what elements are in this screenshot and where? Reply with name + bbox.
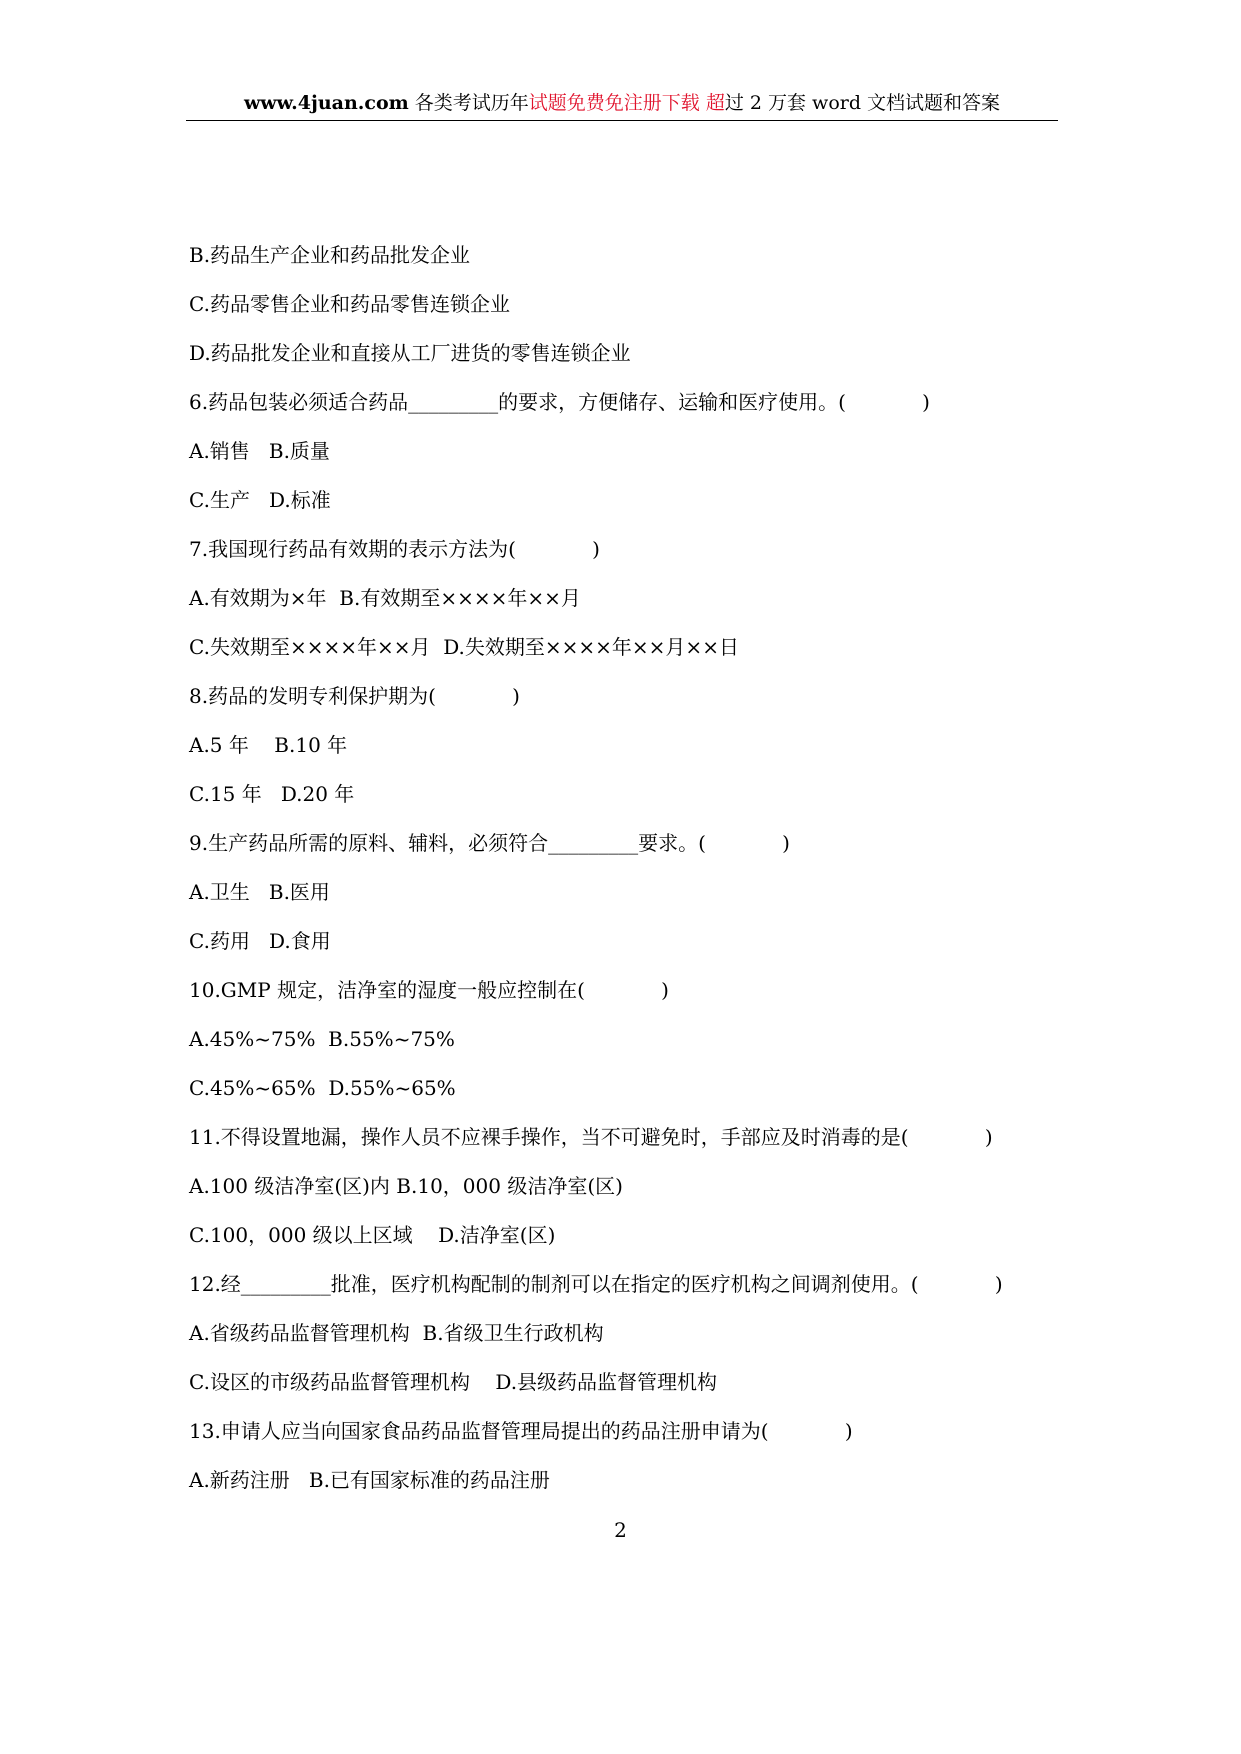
document-body bbox=[189, 240, 1089, 1514]
question-line: 7.我国现行药品有效期的表示方法为( ) bbox=[189, 537, 600, 561]
option-line: D.药品批发企业和直接从工厂进货的零售连锁企业 bbox=[189, 341, 631, 365]
option-line: C.生产 D.标准 bbox=[189, 488, 331, 512]
page-number: 2 bbox=[614, 1518, 627, 1542]
header-site-url[interactable]: www.4juan.com bbox=[243, 92, 409, 114]
option-line: A.省级药品监督管理机构 B.省级卫生行政机构 bbox=[189, 1321, 604, 1345]
question-line: 11.不得设置地漏，操作人员不应裸手操作，当不可避免时，手部应及时消毒的是( ) bbox=[189, 1125, 993, 1149]
option-line: C.100，000 级以上区域 D.洁净室(区) bbox=[189, 1223, 556, 1247]
option-line: A.5 年 B.10 年 bbox=[189, 733, 348, 757]
question-line: 6.药品包装必须适合药品_________的要求，方便储存、运输和医疗使用。( ) bbox=[189, 390, 930, 414]
page-header bbox=[186, 88, 1058, 121]
option-line: A.有效期为×年 B.有效期至××××年××月 bbox=[189, 586, 581, 610]
question-line: 8.药品的发明专利保护期为( ) bbox=[189, 684, 520, 708]
option-line: C.设区的市级药品监督管理机构 D.县级药品监督管理机构 bbox=[189, 1370, 718, 1394]
option-line: A.45%~75% B.55%~75% bbox=[189, 1027, 455, 1051]
option-line: C.药品零售企业和药品零售连锁企业 bbox=[189, 292, 510, 316]
option-line: C.失效期至××××年××月 D.失效期至××××年××月××日 bbox=[189, 635, 739, 659]
question-line: 10.GMP 规定，洁净室的湿度一般应控制在( ) bbox=[189, 978, 669, 1002]
option-line: C.15 年 D.20 年 bbox=[189, 782, 355, 806]
option-line: C.药用 D.食用 bbox=[189, 929, 331, 953]
question-line: 12.经_________批准，医疗机构配制的制剂可以在指定的医疗机构之间调剂使用。( ) bbox=[189, 1272, 1003, 1296]
header-highlight-1: 试题免费免注册下载 bbox=[528, 92, 700, 114]
option-line: A.新药注册 B.已有国家标准的药品注册 bbox=[189, 1468, 550, 1492]
header-text-2: 过 2 万套 word 文档试题和答案 bbox=[724, 92, 1001, 114]
question-line: 9.生产药品所需的原料、辅料，必须符合_________要求。( ) bbox=[189, 831, 790, 855]
option-line: B.药品生产企业和药品批发企业 bbox=[189, 243, 471, 267]
option-line: A.卫生 B.医用 bbox=[189, 880, 330, 904]
option-line: A.100 级洁净室(区)内 B.10，000 级洁净室(区) bbox=[189, 1174, 623, 1198]
question-line: 13.申请人应当向国家食品药品监督管理局提出的药品注册申请为( ) bbox=[189, 1419, 853, 1443]
header-highlight-2: 超 bbox=[705, 92, 725, 114]
option-line: C.45%~65% D.55%~65% bbox=[189, 1076, 456, 1100]
header-text-1: 各类考试历年 bbox=[408, 92, 529, 114]
option-line: A.销售 B.质量 bbox=[189, 439, 330, 463]
